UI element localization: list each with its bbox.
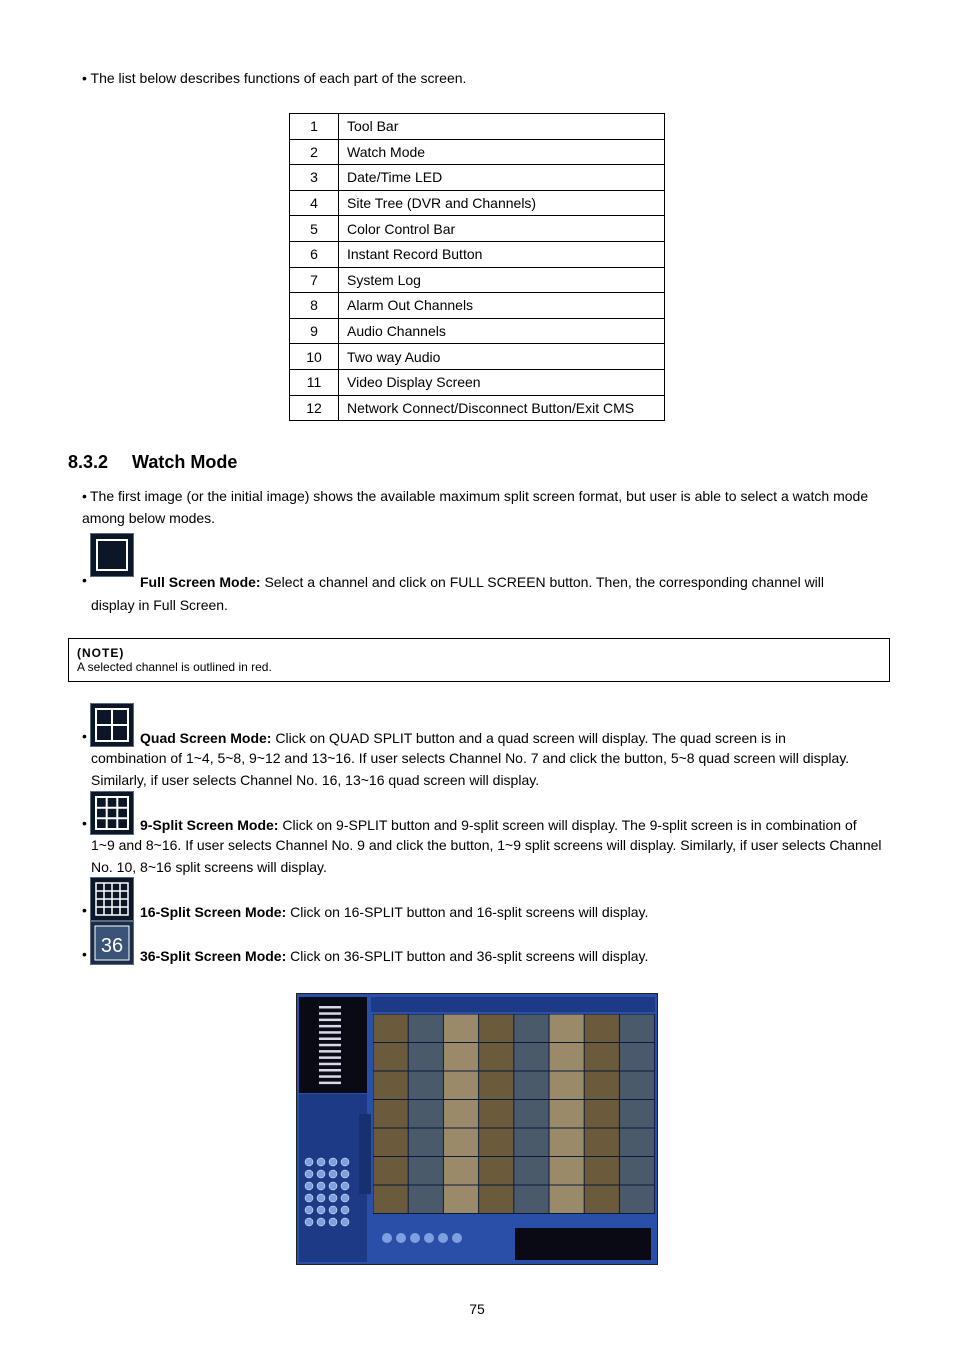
table-row (290, 267, 665, 293)
bullet: • (82, 946, 87, 962)
video-channel-tile (550, 1157, 584, 1185)
table-row (290, 344, 665, 370)
video-channel-tile (374, 1157, 408, 1185)
ptz-button (396, 1233, 406, 1243)
bullet: • (82, 902, 87, 918)
video-channel-tile (620, 1072, 654, 1100)
table-row (290, 241, 665, 267)
table-row (290, 165, 665, 191)
quad-mode-line (140, 728, 786, 748)
video-channel-tile (514, 1043, 548, 1071)
video-channel-tile (550, 1129, 584, 1157)
video-channel-tile (620, 1157, 654, 1185)
video-channel-tile (479, 1072, 513, 1100)
bullet: • (82, 815, 87, 831)
cms-screenshot-graphic (297, 994, 657, 1264)
video-channel-tile (550, 1100, 584, 1128)
video-channel-tile (550, 1186, 584, 1214)
section-title: Watch Mode (132, 452, 238, 472)
part-label: System Log (339, 267, 665, 293)
ptz-button (410, 1233, 420, 1243)
video-channel-tile (479, 1043, 513, 1071)
part-label: Site Tree (DVR and Channels) (339, 190, 665, 216)
video-channel-tile (409, 1015, 443, 1043)
watch-intro-paragraph (82, 485, 892, 529)
site-tree-item (319, 1069, 341, 1072)
ptz-button (452, 1233, 462, 1243)
video-channel-tile (409, 1043, 443, 1071)
video-channel-tile (409, 1157, 443, 1185)
mode-name: 16-Split Screen Mode: (140, 904, 287, 920)
site-tree-item (319, 1082, 341, 1085)
table-row (290, 395, 665, 421)
part-number: 2 (290, 139, 339, 165)
video-channel-tile (585, 1015, 619, 1043)
video-channel-tile (374, 1043, 408, 1071)
ptz-button (382, 1233, 392, 1243)
cms-screenshot (296, 993, 658, 1265)
table-row (290, 318, 665, 344)
site-tree-item (319, 1019, 341, 1022)
part-label: Color Control Bar (339, 216, 665, 242)
mode-text: Click on 36-SPLIT button and 36-split screens will display. (286, 948, 649, 964)
thirtysix-icon-label: 36 (100, 935, 124, 957)
site-tree-item (319, 1006, 341, 1009)
note-text: A selected channel is outlined in red. (77, 660, 272, 674)
part-number: 10 (290, 344, 339, 370)
video-channel-tile (444, 1043, 478, 1071)
ptz-button (424, 1233, 434, 1243)
part-label: Instant Record Button (339, 241, 665, 267)
video-channel-tile (585, 1043, 619, 1071)
ptz-button (438, 1233, 448, 1243)
mode-name: 36-Split Screen Mode: (140, 948, 287, 964)
page-number: 75 (469, 1301, 485, 1317)
bullet: • (82, 728, 87, 744)
video-channel-tile (444, 1129, 478, 1157)
part-label: Date/Time LED (339, 165, 665, 191)
video-channel-tile (620, 1100, 654, 1128)
part-number: 4 (290, 190, 339, 216)
video-channel-tile (374, 1100, 408, 1128)
bullet: • (82, 572, 87, 588)
control-button (341, 1170, 349, 1178)
video-channel-tile (444, 1015, 478, 1043)
mode-name: Full Screen Mode: (140, 574, 261, 590)
table-row (290, 114, 665, 140)
video-channel-tile (374, 1072, 408, 1100)
mode-name: Quad Screen Mode: (140, 730, 272, 746)
full-screen-icon (90, 533, 134, 577)
control-button (317, 1170, 325, 1178)
part-label: Watch Mode (339, 139, 665, 165)
full-screen-mode-line (140, 572, 824, 592)
video-channel-tile (514, 1100, 548, 1128)
site-tree-item (319, 1038, 341, 1041)
part-label: Video Display Screen (339, 369, 665, 395)
intro-paragraph (82, 70, 466, 86)
control-button (329, 1218, 337, 1226)
video-channel-tile (444, 1072, 478, 1100)
watch-mode-bar (359, 1114, 371, 1194)
mode-text: Click on 9-SPLIT button and 9-split screen will display. The 9-split screen is in combination of (278, 817, 857, 833)
parts-table (289, 113, 665, 421)
video-channel-tile (409, 1186, 443, 1214)
video-channel-tile (514, 1129, 548, 1157)
nine-split-mode-line (140, 815, 857, 835)
control-button (341, 1218, 349, 1226)
video-channel-tile (444, 1186, 478, 1214)
table-row (290, 190, 665, 216)
thirtysix-split-mode-line (140, 946, 648, 966)
video-channel-tile (409, 1129, 443, 1157)
site-tree-item (319, 1044, 341, 1047)
control-button (317, 1218, 325, 1226)
table-row (290, 139, 665, 165)
video-channel-tile (479, 1100, 513, 1128)
mode-name: 9-Split Screen Mode: (140, 817, 279, 833)
table-row (290, 216, 665, 242)
part-label: Two way Audio (339, 344, 665, 370)
part-number: 6 (290, 241, 339, 267)
video-channel-tile (514, 1072, 548, 1100)
intro-text: The list below describes functions of each part of the screen. (90, 70, 467, 86)
quad-split-icon (90, 703, 134, 747)
control-button (329, 1194, 337, 1202)
control-button (305, 1218, 313, 1226)
part-number: 9 (290, 318, 339, 344)
part-number: 7 (290, 267, 339, 293)
video-channel-tile (585, 1157, 619, 1185)
part-label: Alarm Out Channels (339, 293, 665, 319)
video-channel-tile (550, 1015, 584, 1043)
bullet: • (82, 70, 87, 86)
video-channel-tile (550, 1043, 584, 1071)
site-tree-item (319, 1075, 341, 1078)
note-title: (NOTE) (77, 646, 125, 660)
video-channel-tile (585, 1186, 619, 1214)
part-number: 5 (290, 216, 339, 242)
video-channel-tile (620, 1043, 654, 1071)
video-channel-tile (374, 1129, 408, 1157)
part-number: 12 (290, 395, 339, 421)
nine-split-mode-continuation: 1~9 and 8~16. If user selects Channel No. 9 and click the button, 1~9 split screens will display. Similarly, if user selects Channel No. 10, 8~16 split screens will display. (91, 837, 882, 875)
site-tree-item (319, 1025, 341, 1028)
part-number: 3 (290, 165, 339, 191)
control-button (305, 1170, 313, 1178)
mode-text: Select a channel and click on FULL SCREEN button. Then, the corresponding channel will (260, 574, 825, 590)
video-channel-tile (550, 1072, 584, 1100)
video-channel-tile (585, 1100, 619, 1128)
watch-intro-text: The first image (or the initial image) shows the available maximum split screen format, but user is able to select a watch mode among below modes. (82, 488, 869, 526)
part-number: 11 (290, 369, 339, 395)
control-button (317, 1194, 325, 1202)
system-log-panel (515, 1228, 651, 1260)
site-tree-item (319, 1031, 341, 1034)
mode-text: Click on 16-SPLIT button and 16-split screens will display. (286, 904, 649, 920)
video-channel-tile (479, 1015, 513, 1043)
video-channel-tile (585, 1072, 619, 1100)
control-button (329, 1182, 337, 1190)
video-channel-tile (374, 1186, 408, 1214)
video-channel-tile (409, 1100, 443, 1128)
full-screen-mode-continuation: display in Full Screen. (91, 597, 228, 613)
table-row (290, 369, 665, 395)
video-channel-tile (409, 1072, 443, 1100)
control-button (341, 1158, 349, 1166)
control-button (305, 1182, 313, 1190)
video-channel-tile (479, 1186, 513, 1214)
control-button (329, 1170, 337, 1178)
video-channel-tile (620, 1015, 654, 1043)
video-channel-tile (374, 1015, 408, 1043)
note-box (68, 638, 890, 682)
control-button (305, 1194, 313, 1202)
nine-split-icon (90, 791, 134, 835)
control-button (317, 1206, 325, 1214)
control-button (329, 1158, 337, 1166)
sixteen-split-icon (90, 877, 134, 921)
thirtysix-split-icon (90, 921, 134, 965)
site-tree-item (319, 1012, 341, 1015)
section-heading (68, 452, 237, 473)
control-button (305, 1158, 313, 1166)
site-tree-item (319, 1063, 341, 1066)
site-tree-item (319, 1056, 341, 1059)
video-channel-tile (514, 1015, 548, 1043)
part-label: Audio Channels (339, 318, 665, 344)
video-channel-tile (444, 1100, 478, 1128)
part-number: 8 (290, 293, 339, 319)
video-channel-tile (514, 1157, 548, 1185)
site-tree-item (319, 1050, 341, 1053)
control-button (305, 1206, 313, 1214)
section-number: 8.3.2 (68, 452, 109, 472)
control-button (341, 1194, 349, 1202)
video-channel-tile (444, 1157, 478, 1185)
control-button (329, 1206, 337, 1214)
video-channel-tile (479, 1129, 513, 1157)
video-channel-tile (620, 1129, 654, 1157)
video-channel-tile (479, 1157, 513, 1185)
part-label: Tool Bar (339, 114, 665, 140)
control-button (317, 1182, 325, 1190)
quad-mode-continuation: combination of 1~4, 5~8, 9~12 and 13~16. If user selects Channel No. 7 and click the button, 5~8 quad screen will display. Similarly, if user selects Channel No. 16, 13~16 quad screen will display. (91, 750, 850, 788)
video-channel-tile (585, 1129, 619, 1157)
mode-text: Click on QUAD SPLIT button and a quad screen will display. The quad screen is in (271, 730, 786, 746)
control-button (341, 1182, 349, 1190)
tool-bar (371, 997, 655, 1012)
part-number: 1 (290, 114, 339, 140)
video-channel-tile (620, 1186, 654, 1214)
control-button (341, 1206, 349, 1214)
video-channel-tile (514, 1186, 548, 1214)
bullet: • (82, 488, 87, 504)
control-button (317, 1158, 325, 1166)
sixteen-split-mode-line (140, 902, 648, 922)
table-row (290, 293, 665, 319)
part-label: Network Connect/Disconnect Button/Exit CMS (339, 395, 665, 421)
